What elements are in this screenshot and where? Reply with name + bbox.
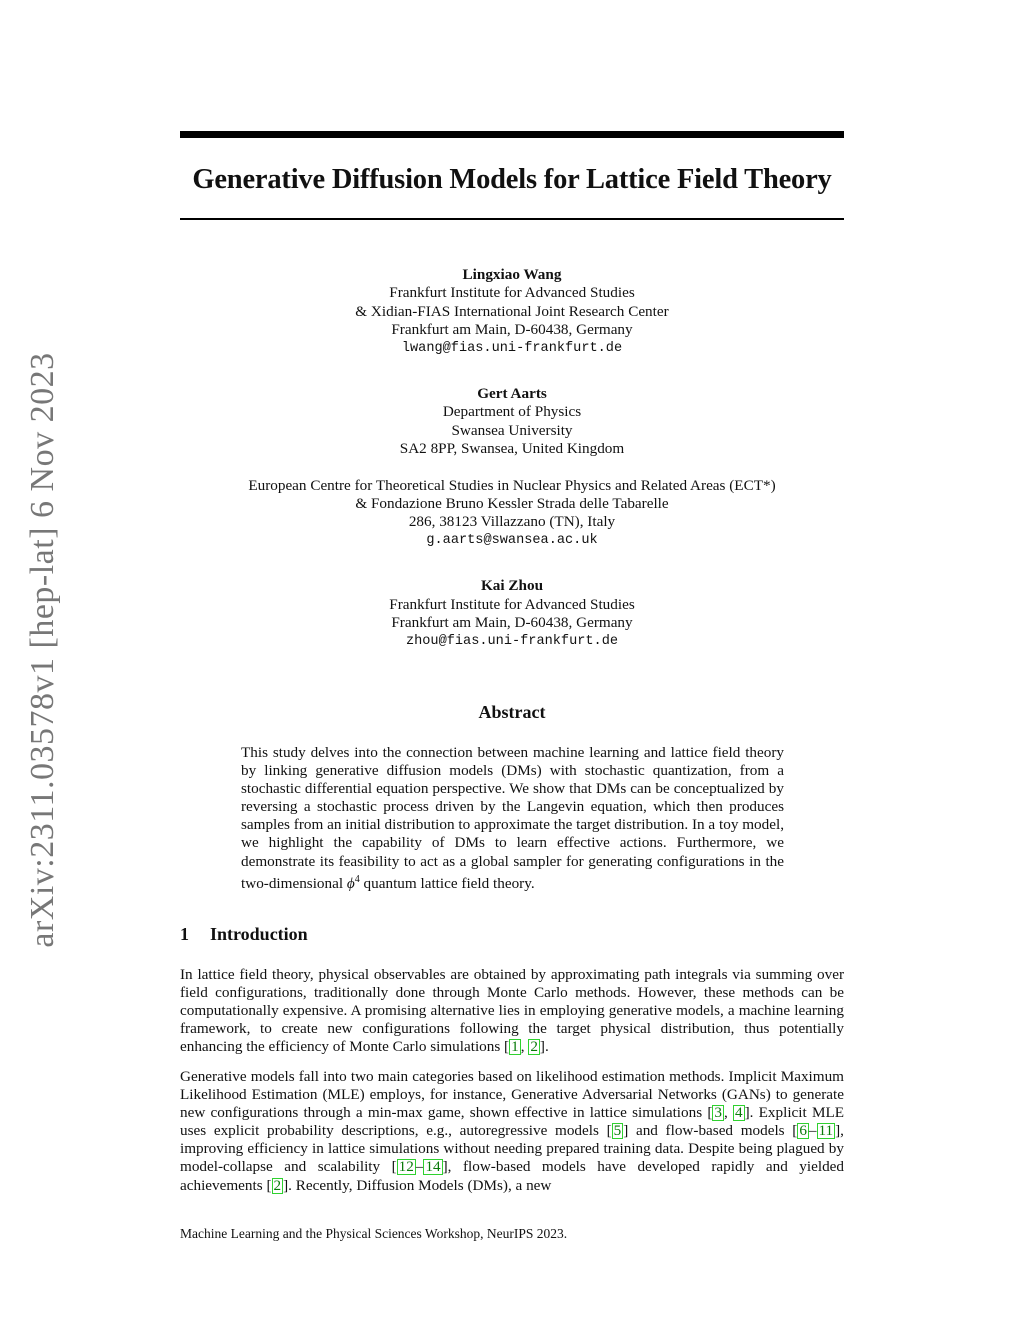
author-affiliation-line: 286, 38123 Villazzano (TN), Italy bbox=[408, 513, 616, 531]
author-affiliation-line: European Centre for Theoretical Studies in Nuclear Physics and Related Areas (ECT*) bbox=[248, 476, 776, 494]
author-affiliation-line: Department of Physics bbox=[442, 403, 582, 421]
title-rule-top bbox=[180, 131, 844, 138]
author-affiliation-line: Frankfurt am Main, D-60438, Germany bbox=[391, 614, 633, 632]
author-block bbox=[180, 385, 844, 550]
citation-link[interactable]: 5 bbox=[613, 1122, 622, 1140]
author-affiliation-line: & Xidian-FIAS International Joint Research Center bbox=[355, 302, 669, 320]
author-affiliation-line: & Fondazione Bruno Kessler Strada delle Tabarelle bbox=[355, 495, 669, 513]
citation-link[interactable]: 3 bbox=[714, 1104, 722, 1122]
phi-exponent: 4 bbox=[354, 873, 360, 885]
author-email[interactable]: lwang@fias.uni-frankfurt.de bbox=[401, 340, 623, 356]
author-name: Lingxiao Wang bbox=[462, 266, 562, 283]
paragraph-text: ], improving efficiency in lattice simulations without needing prepared training data. Despite being plagued by model-collapse and scalability [ bbox=[180, 1122, 844, 1176]
author-affiliation-line: SA2 8PP, Swansea, United Kingdom bbox=[399, 440, 625, 458]
paragraph-text: In lattice field theory, physical observables are obtained by approximating path integrals via summing over field configurations, traditionally done through Monte Carlo methods. However, these methods can be computationally expensive. A promising alternative lies in employing generative models, a machine learning framework, to create new configurations following the target physical distribution, thus potentially enhancing the efficiency of Monte Carlo simulations [ bbox=[180, 966, 844, 1056]
citation-link[interactable]: 12 bbox=[398, 1158, 414, 1176]
abstract-text: This study delves into the connection between machine learning and lattice field theory by linking generative diffusion models (DMs) with stochastic quantization, from a stochastic differential equation perspective. We show that DMs can be conceptualized by reversing a stochastic process driven by the Langevin equation, which then produces samples from an initial distribution to approximate the target distribution. In a toy model, we highlight the capability of DMs to learn effective actions. Furthermore, we demonstrate its feasibility to act as a global sampler for generating configurations in the two-dimensional bbox=[241, 744, 784, 892]
paragraph-text: ]. Explicit MLE uses explicit probability descriptions, e.g., autoregressive models [ bbox=[180, 1104, 844, 1140]
paragraph-text: ]. bbox=[539, 1038, 549, 1056]
citation-separator: , bbox=[723, 1104, 733, 1122]
citation-link[interactable]: 1 bbox=[511, 1038, 519, 1056]
section-title: Introduction bbox=[210, 924, 308, 944]
title-rule-bottom bbox=[180, 218, 844, 220]
author-email[interactable]: g.aarts@swansea.ac.uk bbox=[426, 532, 598, 548]
author-block bbox=[180, 577, 844, 651]
abstract-text-end: quantum lattice field theory. bbox=[359, 874, 535, 892]
citation-link[interactable]: 4 bbox=[734, 1104, 743, 1122]
phi-symbol: ϕ bbox=[346, 874, 355, 892]
citation-link[interactable]: 14 bbox=[425, 1158, 441, 1176]
section-heading bbox=[180, 922, 844, 946]
citation-link[interactable]: 2 bbox=[273, 1176, 282, 1194]
venue-footnote: Machine Learning and the Physical Sciences Workshop, NeurIPS 2023. bbox=[180, 1226, 568, 1241]
intro-paragraph-2 bbox=[180, 1068, 844, 1195]
citation-link[interactable]: 2 bbox=[530, 1038, 538, 1056]
paper-title: Generative Diffusion Models for Lattice Field Theory bbox=[192, 164, 832, 195]
author-block bbox=[180, 266, 844, 358]
author-affiliation-line: Frankfurt Institute for Advanced Studies bbox=[389, 595, 635, 613]
author-name: Gert Aarts bbox=[477, 385, 547, 403]
intro-paragraph-1 bbox=[180, 966, 844, 1056]
section-number: 1 bbox=[180, 924, 189, 944]
paragraph-text: ] and flow-based models [ bbox=[623, 1122, 798, 1140]
author-list bbox=[180, 266, 844, 651]
author-name: Kai Zhou bbox=[480, 577, 544, 595]
citation-link[interactable]: 11 bbox=[818, 1122, 834, 1140]
paragraph-text: ], flow-based models have developed rapidly and yielded achievements [ bbox=[180, 1158, 844, 1194]
author-affiliation-line: Frankfurt Institute for Advanced Studies bbox=[389, 284, 635, 302]
paragraph-text: Generative models fall into two main categories based on likelihood estimation methods. Implicit Maximum Likelihood Estimation (MLE) employs, for instance, Generative Adversarial Networks (GANs) to generate new configurations through a min-max game, shown effective in lattice simulations [ bbox=[180, 1068, 844, 1122]
author-affiliation-line: Frankfurt am Main, D-60438, Germany bbox=[391, 321, 633, 339]
citation-link[interactable]: 6 bbox=[799, 1122, 807, 1140]
citation-separator: , bbox=[520, 1038, 529, 1056]
author-email[interactable]: zhou@fias.uni-frankfurt.de bbox=[405, 633, 619, 649]
author-affiliation-line: Swansea University bbox=[451, 421, 573, 439]
paragraph-text: ]. Recently, Diffusion Models (DMs), a new bbox=[283, 1176, 552, 1194]
citation-separator: – bbox=[415, 1158, 424, 1176]
abstract-body bbox=[241, 744, 784, 893]
abstract-heading: Abstract bbox=[478, 702, 546, 722]
arxiv-stamp-text: arXiv:2311.03578v1 [hep-lat] 6 Nov 2023 bbox=[24, 352, 61, 948]
citation-separator: – bbox=[808, 1122, 817, 1140]
